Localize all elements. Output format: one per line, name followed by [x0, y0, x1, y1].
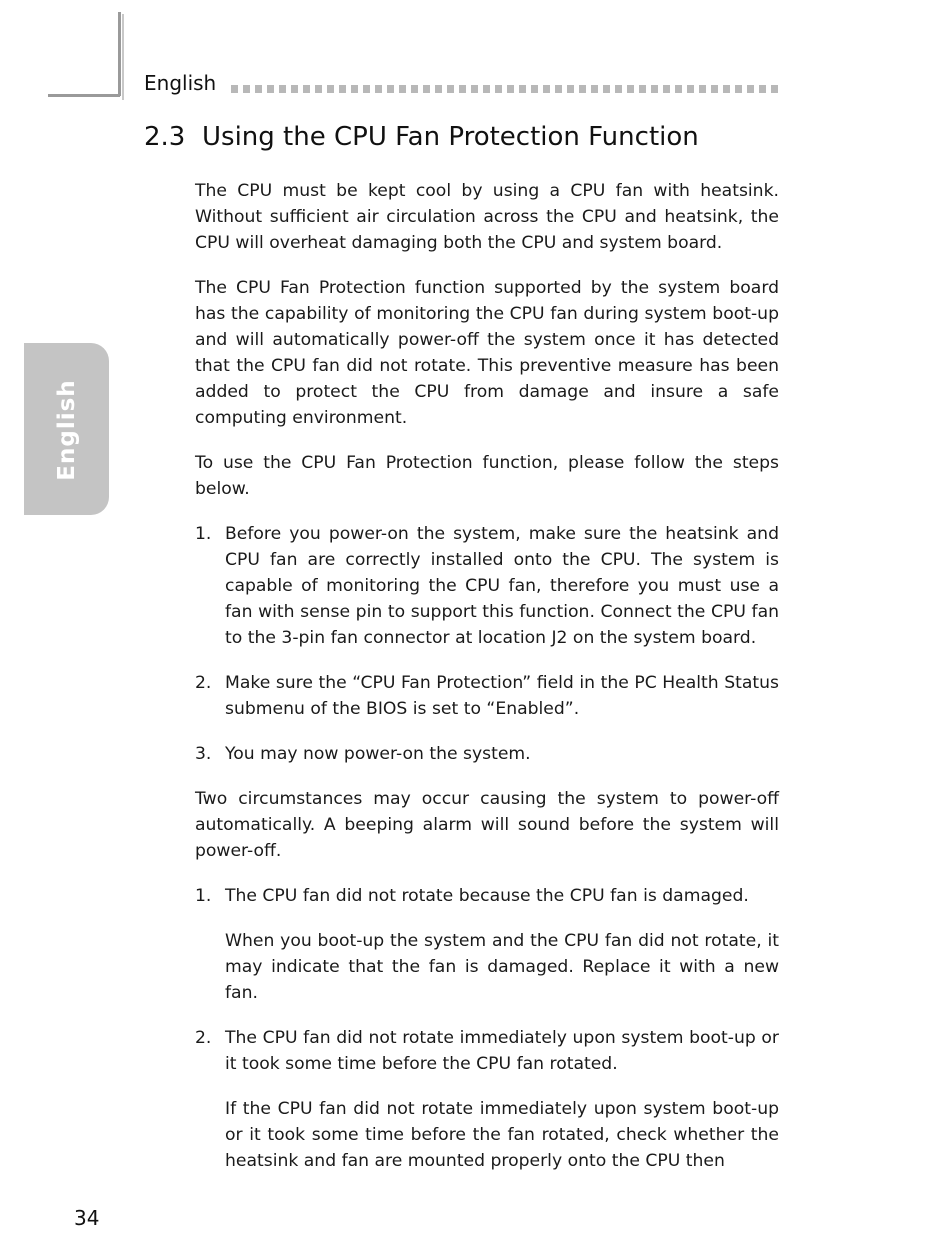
circumstance-detail: If the CPU fan did not rotate immediately upon system boot-up or it took some time before the fan rotated, check whether the heatsink and fan are mounted properly onto the CPU then	[225, 1099, 779, 1171]
step-item	[195, 521, 779, 651]
circumstance-text: The CPU fan did not rotate because the CPU fan is damaged.	[225, 886, 749, 906]
crop-mark-vertical	[118, 12, 121, 96]
step-text: Make sure the “CPU Fan Protection” field in the PC Health Status submenu of the BIOS is set to “Enabled”.	[225, 673, 779, 719]
circumstances-intro-paragraph: Two circumstances may occur causing the system to power-off automatically. A beeping alarm will sound before the system will power-off.	[195, 789, 779, 861]
section-number: 2.3	[144, 122, 186, 152]
step-text: Before you power-on the system, make sure the heatsink and CPU fan are correctly installed onto the CPU. The system is capable of monitoring the CPU fan, therefore you must use a fan with sense pin to support this function. Connect the CPU fan to the 3-pin fan connector at location J2 on the system board.	[225, 524, 779, 648]
section-heading	[144, 122, 699, 152]
intro-paragraph: The CPU must be kept cool by using a CPU fan with heatsink. Without sufficient air circulation across the CPU and heatsink, the CPU will overheat damaging both the CPU and system board.	[195, 181, 779, 253]
crop-mark-horizontal	[48, 94, 120, 97]
circumstance-number: 1.	[195, 886, 212, 906]
step-number: 1.	[195, 524, 212, 544]
body-content	[195, 178, 779, 1193]
section-title: Using the CPU Fan Protection Function	[202, 122, 699, 152]
step-item	[195, 670, 779, 722]
circumstance-number: 2.	[195, 1028, 212, 1048]
step-item	[195, 741, 779, 767]
description-paragraph: The CPU Fan Protection function supported by the system board has the capability of monitoring the CPU fan during system boot-up and will automatically power-off the system once it has detected that the CPU fan did not rotate. This preventive measure has been added to protect the CPU from damage and insure a safe computing environment.	[195, 278, 779, 428]
crop-mark-shadow	[122, 14, 124, 100]
page-number: 34	[74, 1206, 100, 1230]
steps-intro-paragraph: To use the CPU Fan Protection function, please follow the steps below.	[195, 453, 779, 499]
circumstance-detail: When you boot-up the system and the CPU fan did not rotate, it may indicate that the fan is damaged. Replace it with a new fan.	[225, 931, 779, 1003]
circumstance-text: The CPU fan did not rotate immediately upon system boot-up or it took some time before the CPU fan rotated.	[225, 1028, 779, 1074]
step-number: 2.	[195, 673, 212, 693]
step-text: You may now power-on the system.	[225, 744, 531, 764]
circumstance-item	[195, 1025, 779, 1077]
header-dotted-rule	[231, 85, 779, 93]
step-number: 3.	[195, 744, 212, 764]
circumstance-item	[195, 883, 779, 909]
header-language-label: English	[144, 71, 217, 95]
side-tab-label: English	[54, 379, 80, 481]
